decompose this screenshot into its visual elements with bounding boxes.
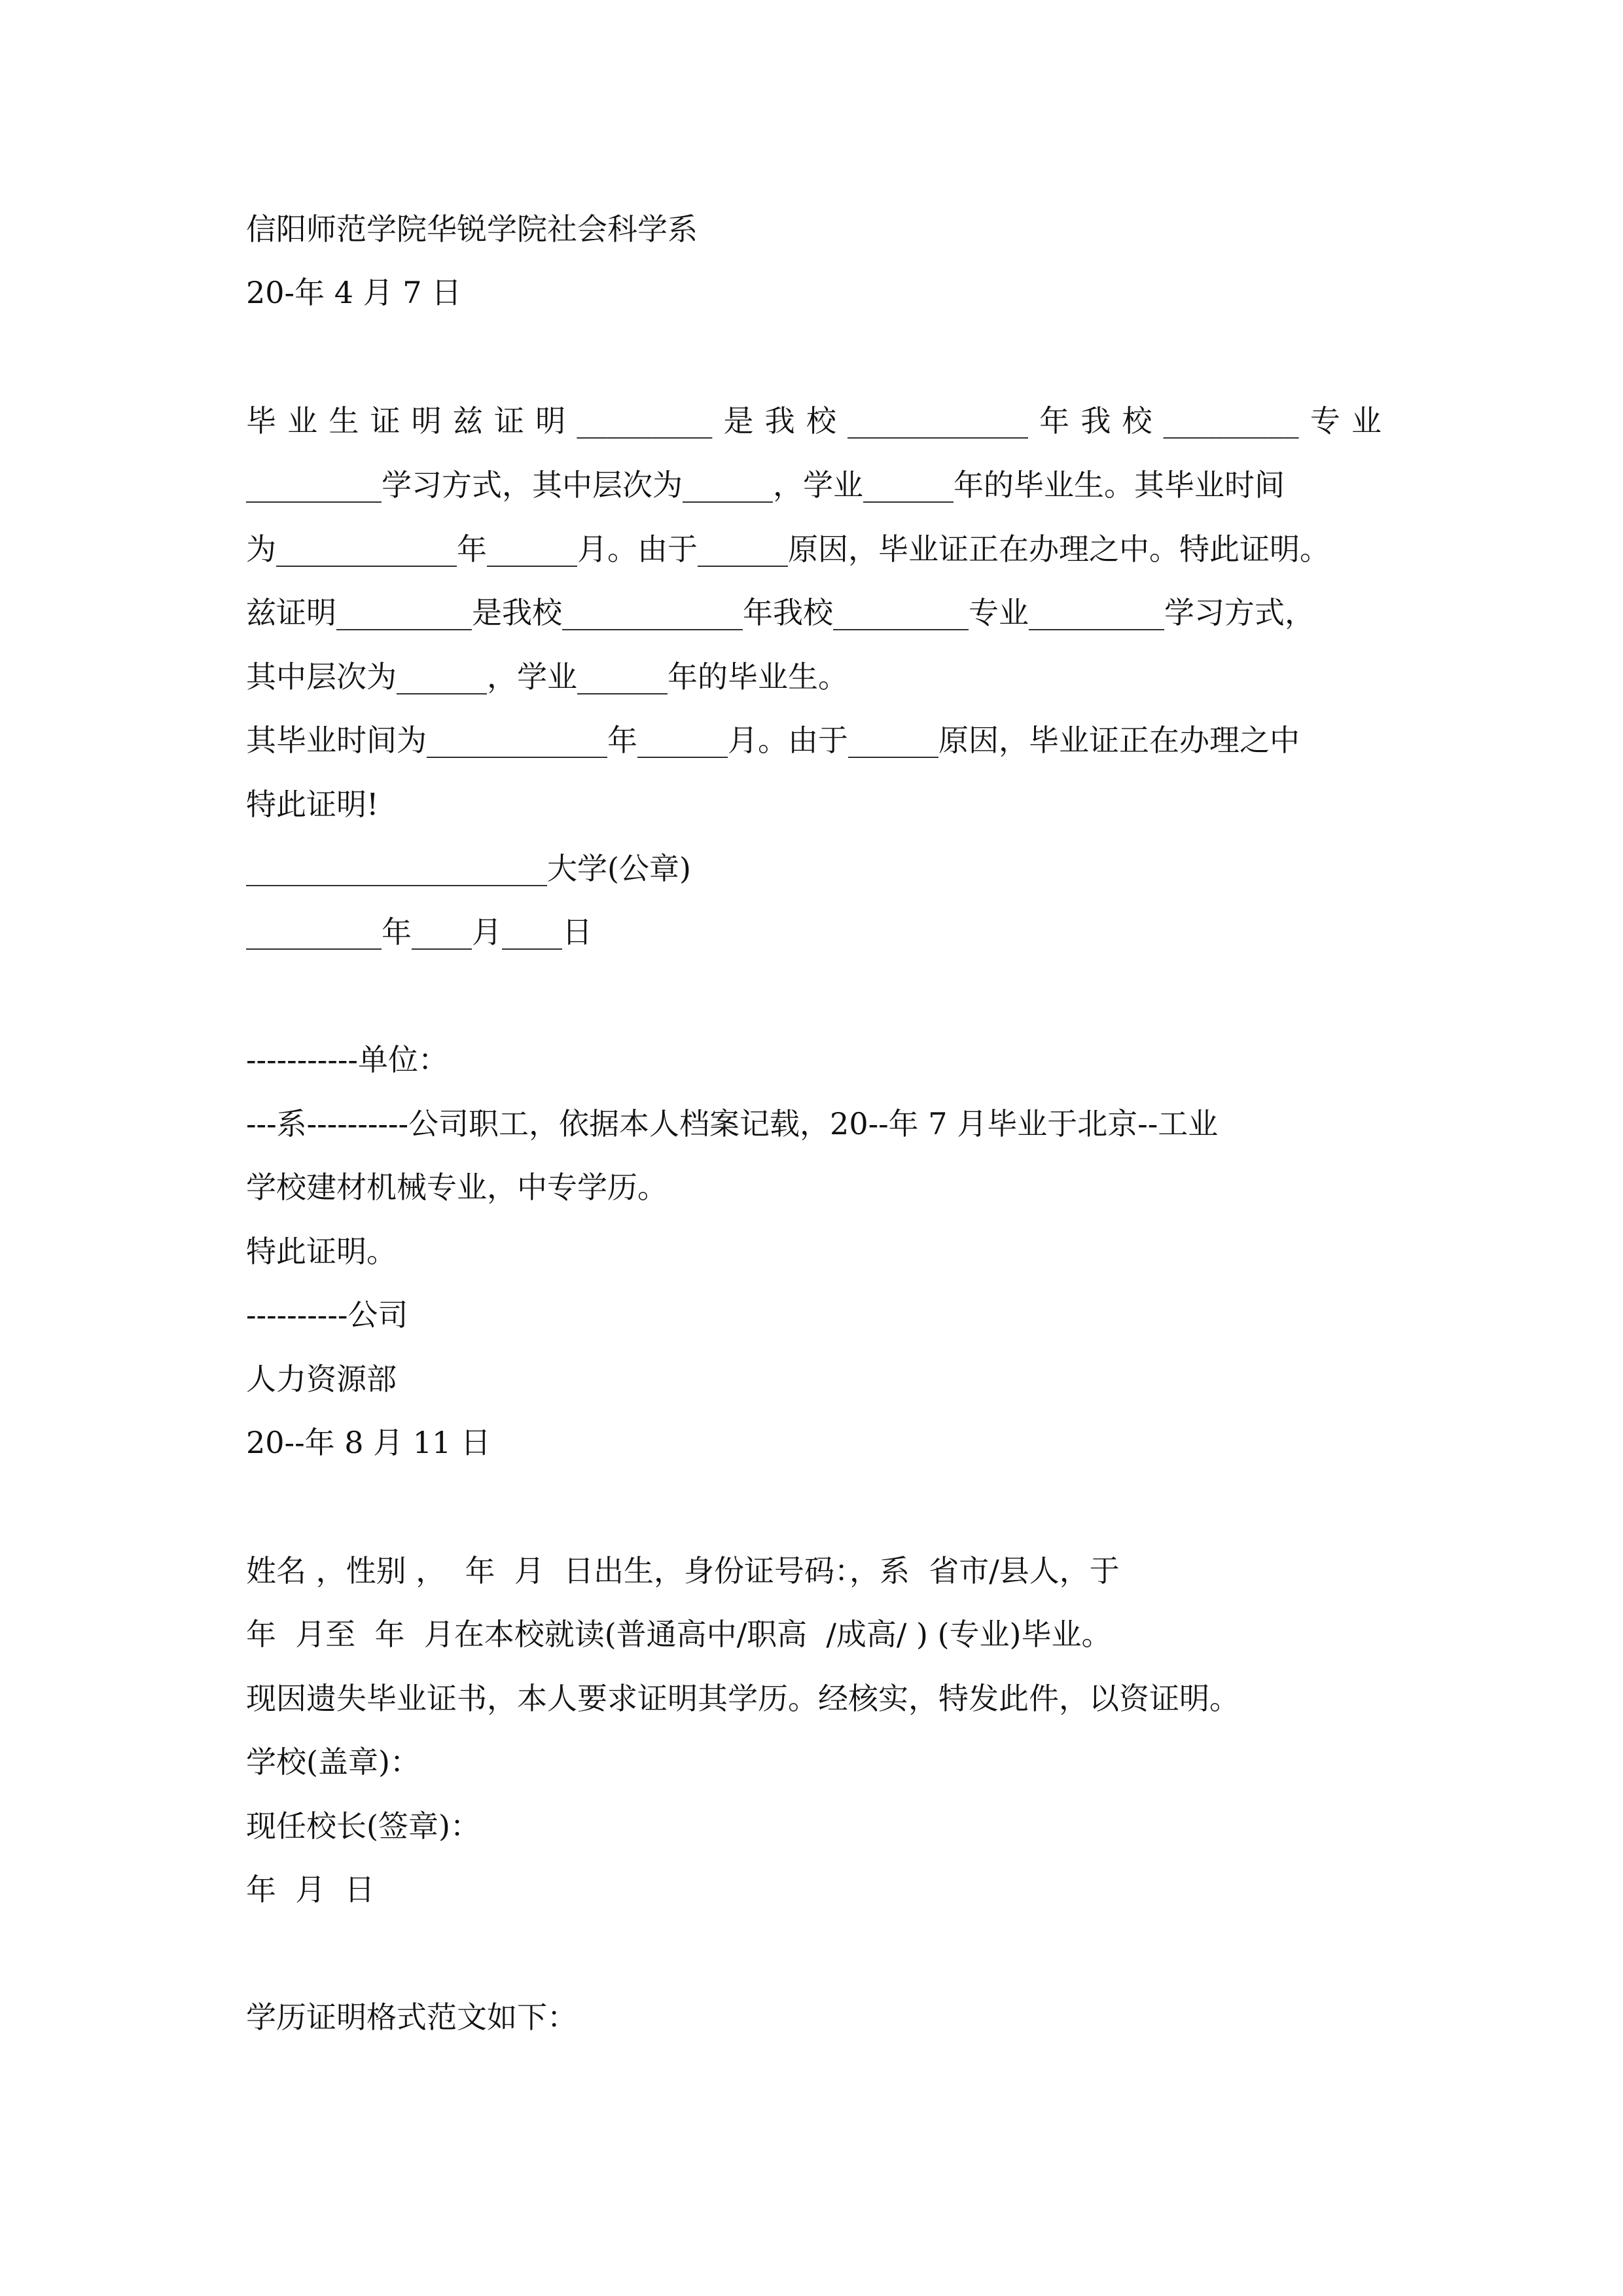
cert1-line-1: 毕业生证明兹证明_________是我校____________年我校_________专业 bbox=[246, 403, 1382, 439]
cert2-line-4: 特此证明。 bbox=[246, 1234, 397, 1269]
cert1-line-2: _________学习方式，其中层次为______，学业______年的毕业生。其毕业时间 bbox=[246, 467, 1285, 503]
cert2-line-1: -----------单位： bbox=[246, 1042, 448, 1077]
cert3-date: 年 月 日 bbox=[246, 1872, 375, 1907]
header-date: 20-年 4 月 7 日 bbox=[246, 275, 462, 310]
cert3-line-2: 年 月至 年 月在本校就读(普通高中/职高 /成高/ ) (专业)毕业。 bbox=[246, 1617, 1112, 1652]
cert1-line-7: 特此证明! bbox=[246, 787, 379, 822]
cert1-line-3: 为____________年______月。由于______原因，毕业证正在办理之中。特此证明。 bbox=[246, 531, 1330, 567]
cert1-line-6: 其毕业时间为____________年______月。由于______原因，毕业证正在办理之中 bbox=[246, 723, 1300, 758]
org-name: 信阳师范学院华锐学院社会科学系 bbox=[246, 211, 698, 247]
cert2-line-3: 学校建材机械专业，中专学历。 bbox=[246, 1170, 668, 1205]
cert3-school-seal: 学校(盖章)： bbox=[246, 1744, 420, 1780]
cert2-date: 20--年 8 月 11 日 bbox=[246, 1425, 491, 1460]
cert2-company: ----------公司 bbox=[246, 1297, 408, 1333]
cert3-line-3: 现因遗失毕业证书，本人要求证明其学历。经核实，特发此件，以资证明。 bbox=[246, 1681, 1240, 1716]
cert1-line-4: 兹证明_________是我校____________年我校_________专业_________学习方式， bbox=[246, 595, 1315, 630]
cert2-department: 人力资源部 bbox=[246, 1361, 397, 1397]
format-intro: 学历证明格式范文如下： bbox=[246, 2000, 577, 2035]
cert1-line-5: 其中层次为______，学业______年的毕业生。 bbox=[246, 659, 848, 694]
cert3-principal-sign: 现任校长(签章)： bbox=[246, 1808, 480, 1844]
cert1-date-line: _________年____月____日 bbox=[246, 914, 592, 950]
cert1-seal-line: ____________________大学(公章) bbox=[246, 851, 691, 886]
cert2-line-2: ---系----------公司职工，依据本人档案记载，20--年 7 月毕业于北京--工业 bbox=[246, 1106, 1219, 1141]
cert3-line-1: 姓名 ，性别 ， 年 月 日出生，身份证号码：，系 省市/县人，于 bbox=[246, 1553, 1120, 1588]
